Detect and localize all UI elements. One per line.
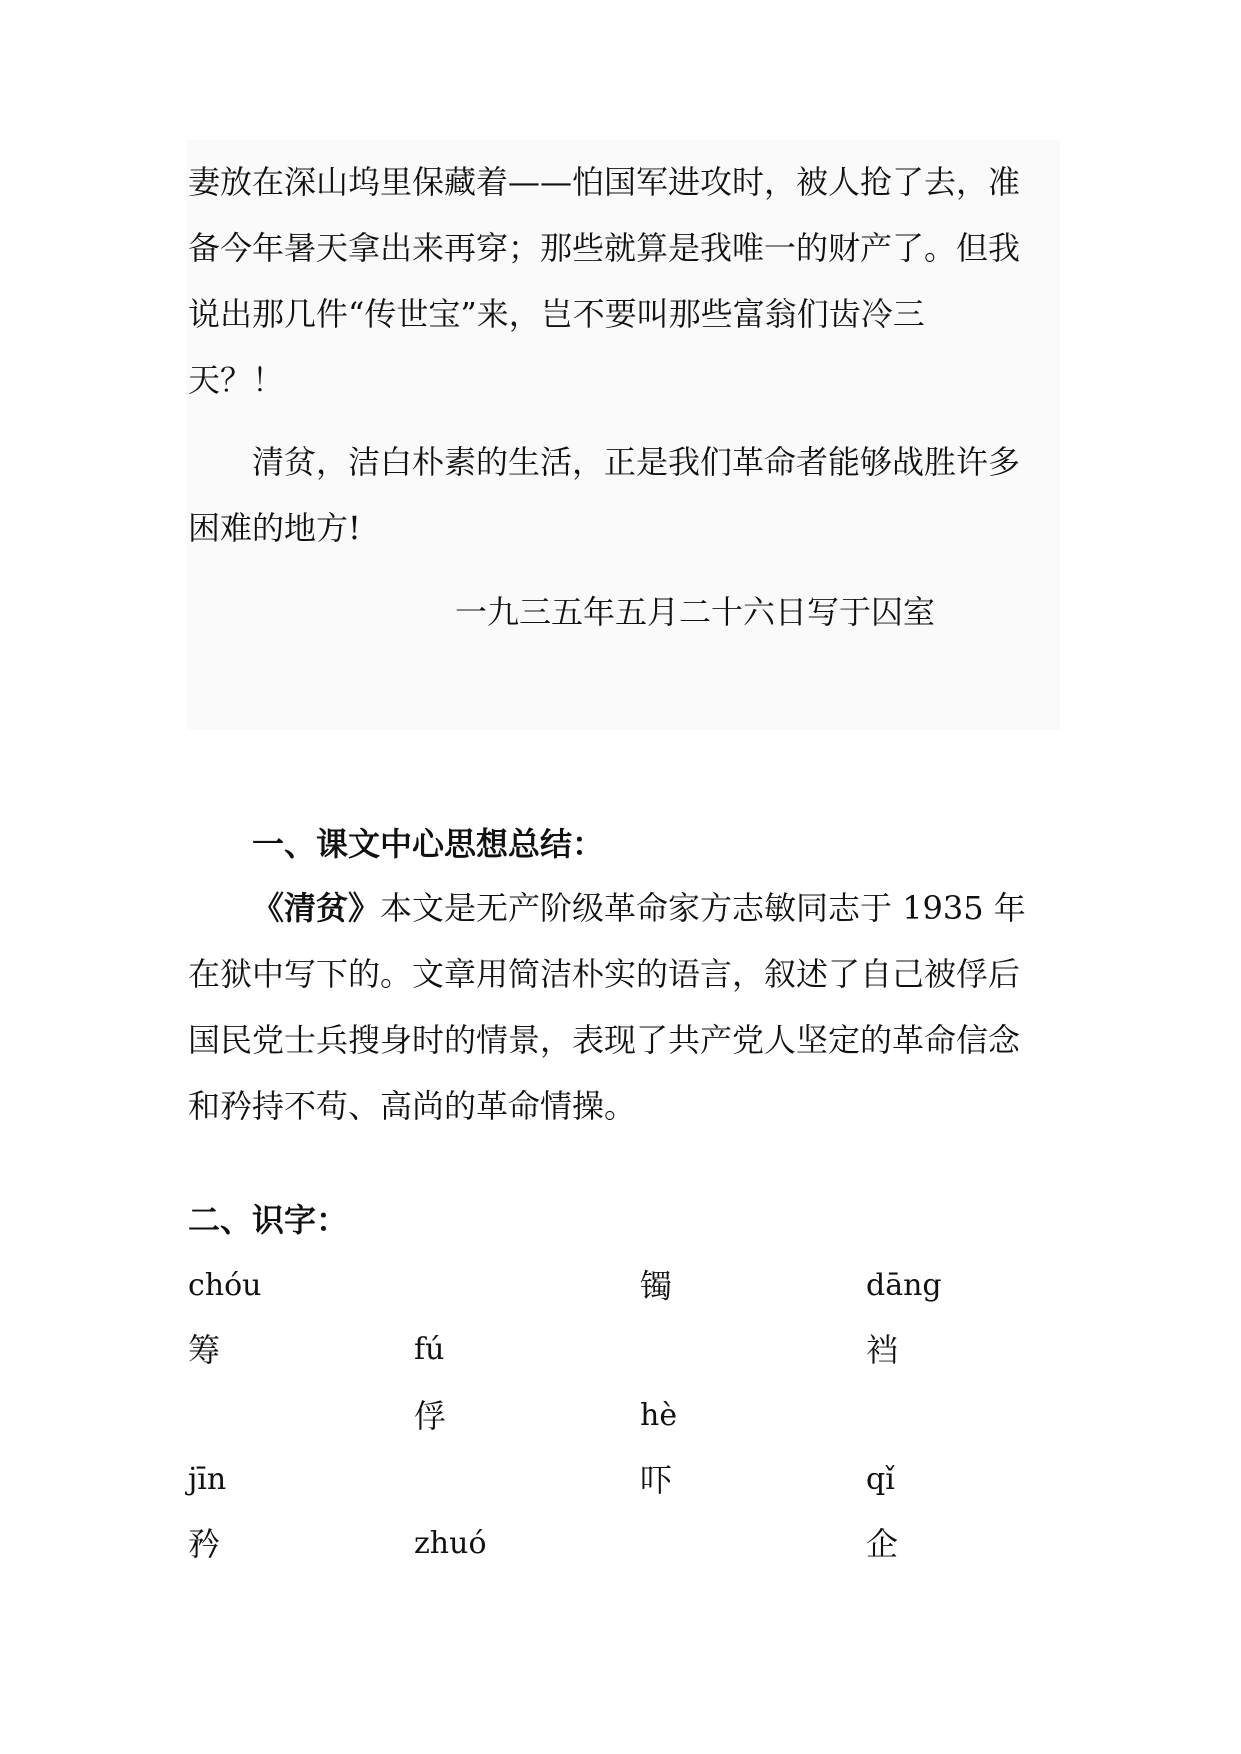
quote-line-4: 天？！ — [188, 361, 285, 399]
char-zhuo: 镯 — [640, 1267, 673, 1305]
section-heading-summary: 一、课文中心思想总结： — [252, 825, 605, 863]
section-heading-literacy: 二、识字： — [188, 1201, 349, 1239]
char-he: 吓 — [640, 1461, 673, 1499]
char-qi: 企 — [866, 1525, 899, 1563]
pinyin-fu: fú — [414, 1332, 445, 1367]
pinyin-qi: qǐ — [866, 1462, 895, 1497]
quote-line-1: 妻放在深山坞里保藏着——怕国军进攻时，被人抢了去，准 — [188, 163, 1021, 201]
quote-closing-line-2: 困难的地方! — [188, 509, 361, 547]
pinyin-chou: chóu — [188, 1268, 262, 1303]
article-title: 《清贫》 — [252, 889, 381, 927]
char-jin: 矜 — [188, 1525, 221, 1563]
char-chou: 筹 — [188, 1331, 221, 1369]
summary-first-line — [252, 888, 1026, 928]
summary-first-line-text: 本文是无产阶级革命家方志敏同志于 1935 年 — [380, 889, 1026, 927]
summary-line-2: 在狱中写下的。文章用简洁朴实的语言，叙述了自己被俘后 — [188, 955, 1021, 993]
pinyin-dang: dāng — [866, 1268, 942, 1303]
summary-line-4: 和矜持不苟、高尚的革命情操。 — [188, 1087, 637, 1125]
char-fu: 俘 — [414, 1397, 447, 1435]
quote-closing-line-1: 清贫，洁白朴素的生活，正是我们革命者能够战胜许多 — [252, 443, 1021, 481]
quote-signature: 一九三五年五月二十六日写于囚室 — [455, 593, 936, 631]
quote-line-2: 备今年暑天拿出来再穿；那些就算是我唯一的财产了。但我 — [188, 229, 1021, 267]
char-dang: 裆 — [866, 1331, 899, 1369]
summary-line-3: 国民党士兵搜身时的情景，表现了共产党人坚定的革命信念 — [188, 1021, 1021, 1059]
pinyin-zhuo: zhuó — [414, 1526, 487, 1561]
pinyin-jin: jīn — [188, 1462, 227, 1497]
pinyin-he: hè — [640, 1398, 678, 1433]
quote-line-3: 说出那几件“传世宝”来，岂不要叫那些富翁们齿冷三 — [188, 295, 925, 333]
